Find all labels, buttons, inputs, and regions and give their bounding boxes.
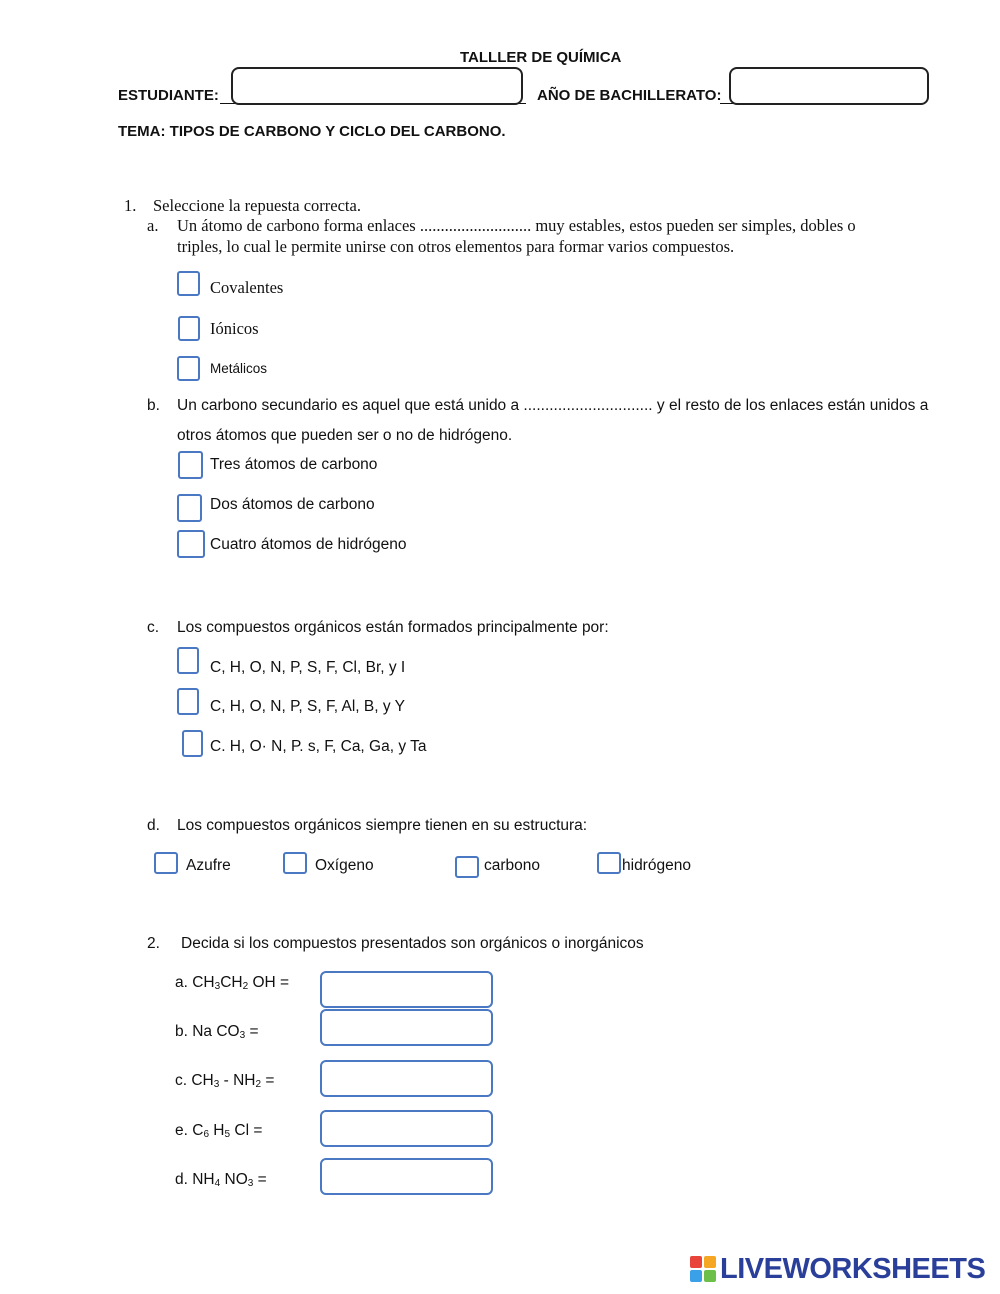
q1b-option-tres-carbonos-label: Tres átomos de carbono: [210, 456, 378, 473]
q2-prompt: Decida si los compuestos presentados son orgánicos o inorgánicos: [181, 935, 644, 952]
q1a-option-metalicos-checkbox[interactable]: [177, 356, 200, 381]
q1d-question: Los compuestos orgánicos siempre tienen en su estructura:: [177, 817, 588, 834]
liveworksheets-logo: [690, 1252, 985, 1286]
q1c-option-2-checkbox[interactable]: [177, 688, 199, 715]
q1d-letter: d.: [147, 817, 160, 834]
q1a-option-covalentes-label: Covalentes: [210, 278, 284, 297]
q1d-option-azufre-label: Azufre: [186, 857, 231, 874]
q1d-option-hidrogeno-label: hidrógeno: [622, 857, 691, 874]
logo-grid-icon: [690, 1256, 716, 1282]
q2-item-c-formula: c. $CH_3 - NH_2$ =: [175, 1072, 275, 1090]
q1-number: 1.: [124, 196, 137, 215]
q2-item-a-formula: a. $CH_3CH_2$ OH =: [175, 974, 290, 992]
q1c-option-1-label: C, H, O, N, P, S, F, Cl, Br, y I: [210, 659, 406, 676]
q2-item-a-answer-input[interactable]: [320, 971, 493, 1008]
q2-item-d-answer-input[interactable]: [320, 1158, 493, 1195]
q1b-option-tres-carbonos-checkbox[interactable]: [178, 451, 203, 479]
q1d-option-carbono-label: carbono: [484, 857, 541, 874]
student-name-input[interactable]: [231, 67, 523, 105]
q2-item-e-formula: e. $C_6$ $H_5$ Cl =: [175, 1122, 263, 1140]
student-label: ESTUDIANTE:: [118, 87, 219, 104]
q1a-option-ionicos-label: Iónicos: [210, 319, 259, 338]
q1b-text-line1: Un carbono secundario es aquel que está unido a .............................. y el resto de los enlaces están unidos a: [177, 397, 929, 414]
q1-prompt: Seleccione la repuesta correcta.: [153, 196, 361, 215]
q2-item-d-formula: d. $NH_4$ $NO_3$ =: [175, 1171, 267, 1189]
q1d-option-oxigeno-checkbox[interactable]: [283, 852, 307, 874]
q1b-option-dos-carbonos-label: Dos átomos de carbono: [210, 496, 375, 513]
q2-item-e-answer-input[interactable]: [320, 1110, 493, 1147]
worksheet-title: TALLLER DE QUÍMICA: [460, 49, 622, 66]
q1d-option-azufre-checkbox[interactable]: [154, 852, 178, 874]
q1a-option-metalicos-label: Metálicos: [210, 361, 268, 376]
q1c-letter: c.: [147, 619, 160, 636]
q1b-text-line2: otros átomos que pueden ser o no de hidrógeno.: [177, 427, 513, 444]
year-label: AÑO DE BACHILLERATO:: [537, 87, 722, 104]
brand-name: LIVEWORKSHEETS: [720, 1252, 986, 1285]
q1d-option-hidrogeno-checkbox[interactable]: [597, 852, 621, 874]
q1a-option-covalentes-checkbox[interactable]: [177, 271, 200, 296]
q1a-text-line2: triples, lo cual le permite unirse con otros elementos para formar varios compuestos.: [177, 237, 735, 256]
q1a-text-line1: Un átomo de carbono forma enlaces ........................... muy estables, estos pueden ser simples, dobles o: [177, 216, 856, 235]
q1d-option-oxigeno-label: Oxígeno: [315, 857, 374, 874]
q2-number: 2.: [147, 935, 160, 952]
q1c-question: Los compuestos orgánicos están formados principalmente por:: [177, 619, 609, 636]
q1b-option-cuatro-hidrogenos-label: Cuatro átomos de hidrógeno: [210, 536, 407, 553]
q1d-option-carbono-checkbox[interactable]: [455, 856, 479, 878]
q2-item-b-formula: b. Na $CO_3$ =: [175, 1023, 259, 1041]
q2-item-b-answer-input[interactable]: [320, 1009, 493, 1046]
q1c-option-3-checkbox[interactable]: [182, 730, 203, 757]
q1c-option-3-label: C. H, O· N, P. s, F, Ca, Ga, y Ta: [210, 738, 427, 755]
q1b-letter: b.: [147, 397, 160, 414]
q1b-option-cuatro-hidrogenos-checkbox[interactable]: [177, 530, 205, 558]
q1c-option-2-label: C, H, O, N, P, S, F, Al, B, y Y: [210, 698, 405, 715]
q1a-option-ionicos-checkbox[interactable]: [178, 316, 200, 341]
q1a-letter: a.: [147, 216, 159, 235]
q2-item-c-answer-input[interactable]: [320, 1060, 493, 1097]
q1b-option-dos-carbonos-checkbox[interactable]: [177, 494, 202, 522]
q1c-option-1-checkbox[interactable]: [177, 647, 199, 674]
topic-line: TEMA: TIPOS DE CARBONO Y CICLO DEL CARBONO.: [118, 123, 506, 140]
year-input[interactable]: [729, 67, 929, 105]
